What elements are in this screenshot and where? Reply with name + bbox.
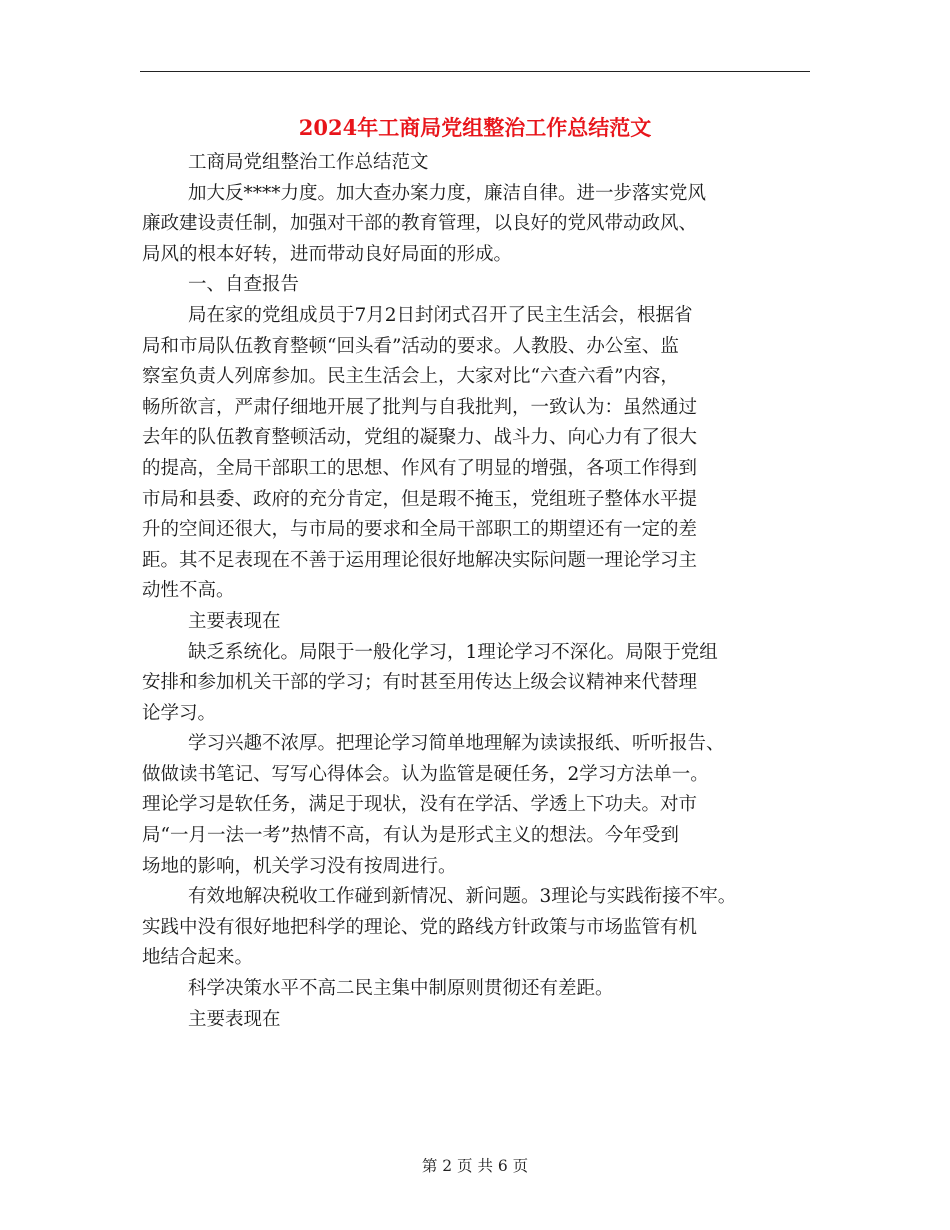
body-text-line: 加大反****力度。加大查办案力度，廉洁自律。进一步落实党风 [188, 182, 707, 204]
body-text-line: 主要表现在 [188, 610, 281, 632]
body-text-line: 安排和参加机关干部的学习；有时甚至用传达上级会议精神来代替理 [142, 672, 698, 694]
body-text-line: 科学决策水平不高二民主集中制原则贯彻还有差距。 [188, 978, 614, 1000]
body-text-line: 场地的影响，机关学习没有按周进行。 [142, 855, 457, 877]
body-text-line: 的提高，全局干部职工的思想、作风有了明显的增强，各项工作得到 [142, 457, 698, 479]
document-title: 2024年工商局党组整治工作总结范文 [298, 115, 652, 140]
body-text-line: 论学习。 [142, 702, 217, 724]
body-text-line: 做做读书笔记、写写心得体会。认为监管是硬任务，2学习方法单一。 [142, 763, 709, 785]
body-text-line: 动性不高。 [142, 580, 235, 602]
body-text-line: 畅所欲言，严肃仔细地开展了批判与自我批判，一致认为：虽然通过 [142, 396, 698, 418]
body-text-line: 学习兴趣不浓厚。把理论学习简单地理解为读读报纸、听听报告、 [188, 733, 725, 755]
page-footer: 第 2 页 共 6 页 [421, 1157, 529, 1175]
document-body [142, 148, 822, 1035]
body-text-line: 距。其不足表现在不善于运用理论很好地解决实际问题一理论学习主 [142, 549, 698, 571]
body-text-line: 一、自查报告 [188, 274, 300, 296]
body-text-line: 理论学习是软任务，满足于现状，没有在学活、学透上下功夫。对市 [142, 794, 698, 816]
header-rule [140, 71, 810, 72]
body-text-line: 去年的队伍教育整顿活动，党组的凝聚力、战斗力、向心力有了很大 [142, 427, 698, 449]
body-text-line: 察室负责人列席参加。民主生活会上，大家对比“六查六看”内容， [142, 366, 679, 388]
body-text-line: 局在家的党组成员于7月2日封闭式召开了民主生活会，根据省 [188, 304, 693, 326]
body-text-line: 升的空间还很大，与市局的要求和全局干部职工的期望还有一定的差 [142, 519, 698, 541]
body-text-line: 廉政建设责任制，加强对干部的教育管理，以良好的党风带动政风、 [142, 213, 698, 235]
body-text-line: 局风的根本好转，进而带动良好局面的形成。 [142, 243, 513, 265]
body-text-line: 地结合起来。 [142, 947, 254, 969]
body-text-line: 工商局党组整治工作总结范文 [188, 152, 429, 173]
body-text-line: 有效地解决税收工作碰到新情况、新问题。3理论与实践衔接不牢。 [188, 886, 737, 908]
body-text-line: 局和市局队伍教育整顿“回头看”活动的要求。人教股、办公室、监 [142, 335, 679, 357]
body-text-line: 局“一月一法一考”热情不高，有认为是形式主义的想法。今年受到 [142, 825, 679, 847]
body-text-line: 实践中没有很好地把科学的理论、党的路线方针政策与市场监管有机 [142, 916, 698, 938]
body-text-line: 缺乏系统化。局限于一般化学习，1理论学习不深化。局限于党组 [188, 641, 718, 663]
body-text-line: 主要表现在 [188, 1008, 281, 1030]
body-text-line: 市局和县委、政府的充分肯定，但是瑕不掩玉，党组班子整体水平提 [142, 488, 698, 510]
